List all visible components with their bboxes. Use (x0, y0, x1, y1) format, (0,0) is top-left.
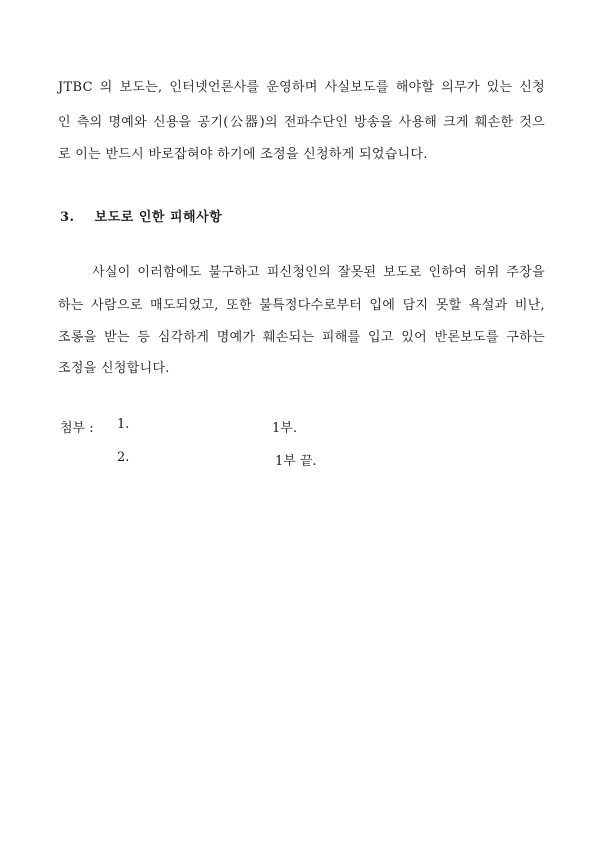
attachment-1-number: 1. (117, 417, 130, 432)
paragraph-2-line-1: 사실이 이러함에도 불구하고 피신청인의 잘못된 보도로 인하여 허위 주장을 (92, 265, 545, 280)
paragraph-2-line-2: 하는 사람으로 매도되었고, 또한 불특정다수로부터 입에 담지 못할 욕설과 비난, (58, 298, 545, 313)
paragraph-1-line-3: 로 이는 반드시 바로잡혀야 하기에 조정을 신청하게 되었습니다. (58, 147, 428, 162)
paragraph-1-line-1: JTBC 의 보도는, 인터넷언론사를 운영하며 사실보도를 해야할 의무가 있는 신청 (58, 80, 545, 95)
section-title: 보도로 인한 피해사항 (94, 210, 223, 225)
paragraph-1-line-2: 인 측의 명예와 신용을 공기(公器)의 전파수단인 방송을 사용해 크게 훼손한 것으 (58, 115, 545, 130)
paragraph-2-line-3: 조롱을 받는 등 심각하게 명예가 훼손되는 피해를 입고 있어 반론보도를 구하는 (58, 330, 545, 345)
attachment-1-count: 1부. (272, 421, 297, 436)
section-number: 3. (60, 210, 75, 225)
attachment-label: 첨부 : (60, 421, 94, 436)
attachment-2-number: 2. (117, 450, 130, 465)
paragraph-2-line-4: 조정을 신청합니다. (58, 361, 170, 376)
attachment-2-count: 1부 끝. (275, 454, 317, 469)
section-heading (60, 206, 222, 225)
